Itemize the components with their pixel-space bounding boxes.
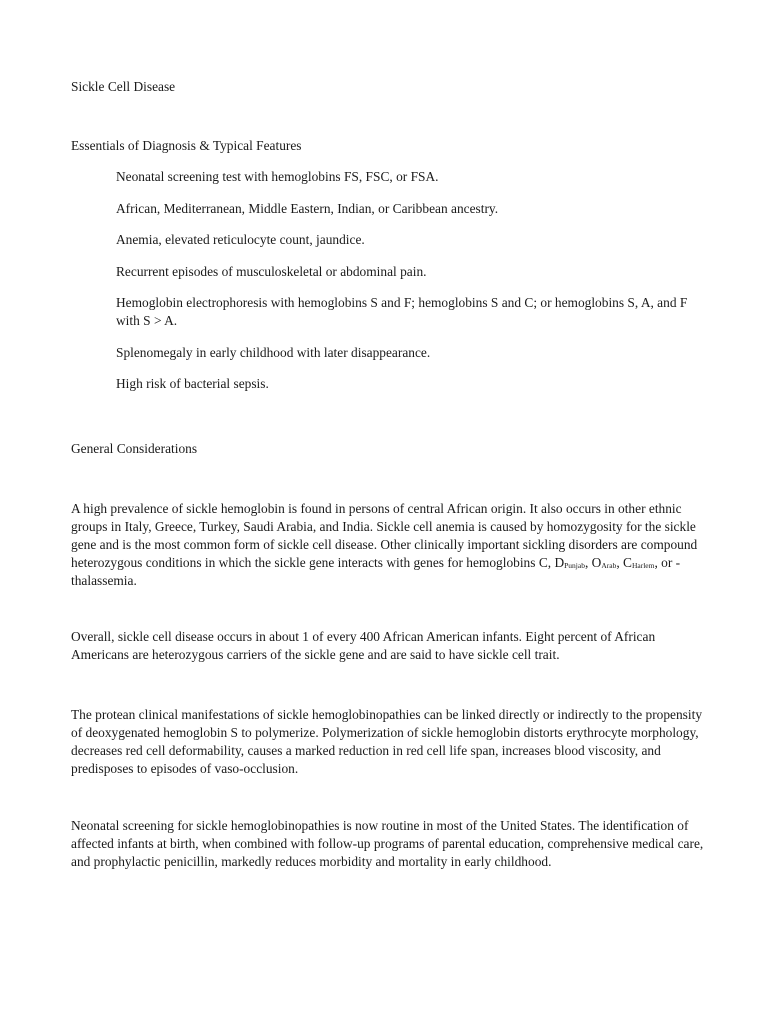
paragraph-screening: Neonatal screening for sickle hemoglobinopathies is now routine in most of the United States. The identification of affected infants at birth, when combined with follow-up programs of parental education, comprehensive medical care, and prophylactic penicillin, markedly reduces morbidity and mortality in early childhood. bbox=[71, 818, 704, 869]
essentials-list bbox=[116, 168, 706, 407]
paragraph-text: A high prevalence of sickle hemoglobin is found in persons of central African origin. It also occurs in other ethnic groups in Italy, Greece, Turkey, Saudi Arabia, and India. Sickle cell anemia is caused by homozygosity for the sickle gene and is the most common form of sickle cell disease. Other clinically important sickling disorders are compound heterozygous conditions in which the sickle gene interacts with genes for hemoglobins C, D bbox=[71, 501, 698, 570]
paragraph-text: , C bbox=[616, 555, 632, 570]
paragraph-incidence: Overall, sickle cell disease occurs in about 1 of every 400 African American infants. Eight percent of African Americans are heterozygous carriers of the sickle gene and are said to have sickle cell trait. bbox=[71, 629, 656, 662]
list-item: Splenomegaly in early childhood with later disappearance. bbox=[116, 344, 431, 360]
paragraph-text: , or -thalassemia. bbox=[71, 555, 681, 588]
subscript-arab: Arab bbox=[601, 561, 617, 570]
essentials-heading: Essentials of Diagnosis & Typical Features bbox=[71, 138, 302, 153]
paragraph-text: , O bbox=[584, 555, 602, 570]
list-item: Recurrent episodes of musculoskeletal or abdominal pain. bbox=[116, 263, 427, 279]
list-item: Anemia, elevated reticulocyte count, jaundice. bbox=[116, 232, 365, 247]
list-item: Neonatal screening test with hemoglobins FS, FSC, or FSA. bbox=[116, 169, 439, 184]
document-title: Sickle Cell Disease bbox=[71, 79, 176, 94]
list-item: Hemoglobin electrophoresis with hemoglobins S and F; hemoglobins S and C; or hemoglobins S, A, and F with S > A. bbox=[116, 295, 688, 328]
list-item: African, Mediterranean, Middle Eastern, Indian, or Caribbean ancestry. bbox=[116, 200, 499, 216]
subscript-punjab: Punjab bbox=[564, 561, 585, 570]
list-item: High risk of bacterial sepsis. bbox=[116, 376, 269, 391]
paragraph-prevalence bbox=[71, 500, 711, 590]
subscript-harlem: Harlem bbox=[631, 561, 655, 570]
paragraph-manifestations: The protean clinical manifestations of sickle hemoglobinopathies can be linked directly or indirectly to the propensity of deoxygenated hemoglobin S to polymerize. Polymerization of sickle hemoglobin distorts erythrocyte morphology, decreases red cell deformability, causes a marked reduction in red cell life span, increases blood viscosity, and predisposes to episodes of vaso-occlusion. bbox=[71, 707, 703, 776]
general-considerations-heading: General Considerations bbox=[71, 441, 198, 456]
